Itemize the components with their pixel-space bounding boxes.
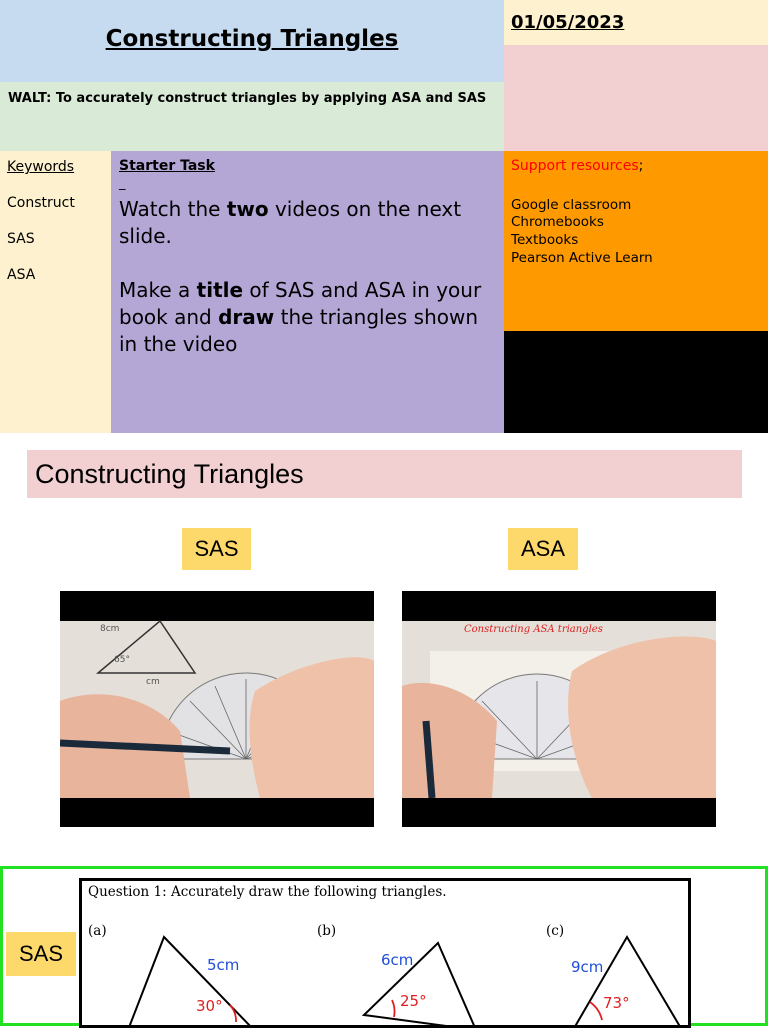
angle-label-a: 30° bbox=[196, 997, 223, 1015]
angle-arc-a bbox=[230, 1005, 236, 1022]
side-label-b: 6cm bbox=[381, 951, 414, 969]
walt-text: WALT: To accurately construct triangles by applying ASA and SAS bbox=[8, 91, 487, 106]
support-item: Textbooks bbox=[511, 232, 579, 248]
support-heading: Support resources; bbox=[511, 158, 644, 174]
question-text: Question 1: Accurately draw the following triangles. bbox=[88, 884, 447, 900]
keyword-item: SAS bbox=[7, 231, 35, 247]
angle-arc-c bbox=[590, 1002, 602, 1020]
slide2-title: Constructing Triangles bbox=[35, 459, 304, 489]
angle-label-b: 25° bbox=[400, 992, 427, 1010]
part-a-letter: (a) bbox=[88, 923, 107, 939]
angle-arc-b bbox=[392, 1000, 395, 1017]
video-note-partial: cm bbox=[146, 677, 160, 687]
keyword-item: ASA bbox=[7, 267, 36, 283]
starter-line-1: Watch the two videos on the next slide. bbox=[119, 197, 462, 248]
side-label-a: 5cm bbox=[207, 956, 240, 974]
video-handwriting: Constructing ASA triangles bbox=[464, 624, 603, 635]
triangle-c bbox=[573, 937, 682, 1028]
slide3-sas-label: SAS bbox=[6, 932, 76, 976]
sas-label: SAS bbox=[182, 528, 251, 570]
starter-line-2: Make a title of SAS and ASA in your book and draw the triangles shown in the video bbox=[119, 278, 482, 356]
keywords-heading: Keywords bbox=[7, 159, 75, 175]
support-item: Google classroom bbox=[511, 197, 632, 213]
keyword-item: Construct bbox=[7, 195, 75, 211]
part-b-letter: (b) bbox=[317, 923, 337, 939]
asa-label: ASA bbox=[508, 528, 578, 570]
support-item: Pearson Active Learn bbox=[511, 250, 653, 266]
video-note-side: 8cm bbox=[100, 624, 120, 634]
page-title: Constructing Triangles bbox=[105, 26, 399, 52]
starter-heading: Starter Task bbox=[119, 158, 215, 174]
part-c-letter: (c) bbox=[546, 923, 565, 939]
angle-label-c: 73° bbox=[603, 994, 630, 1012]
date-text: 01/05/2023 bbox=[511, 12, 625, 33]
support-item: Chromebooks bbox=[511, 214, 604, 230]
starter-marker: _ bbox=[119, 176, 126, 191]
video-note-angle: 65° bbox=[114, 655, 130, 665]
side-label-c: 9cm bbox=[571, 958, 604, 976]
